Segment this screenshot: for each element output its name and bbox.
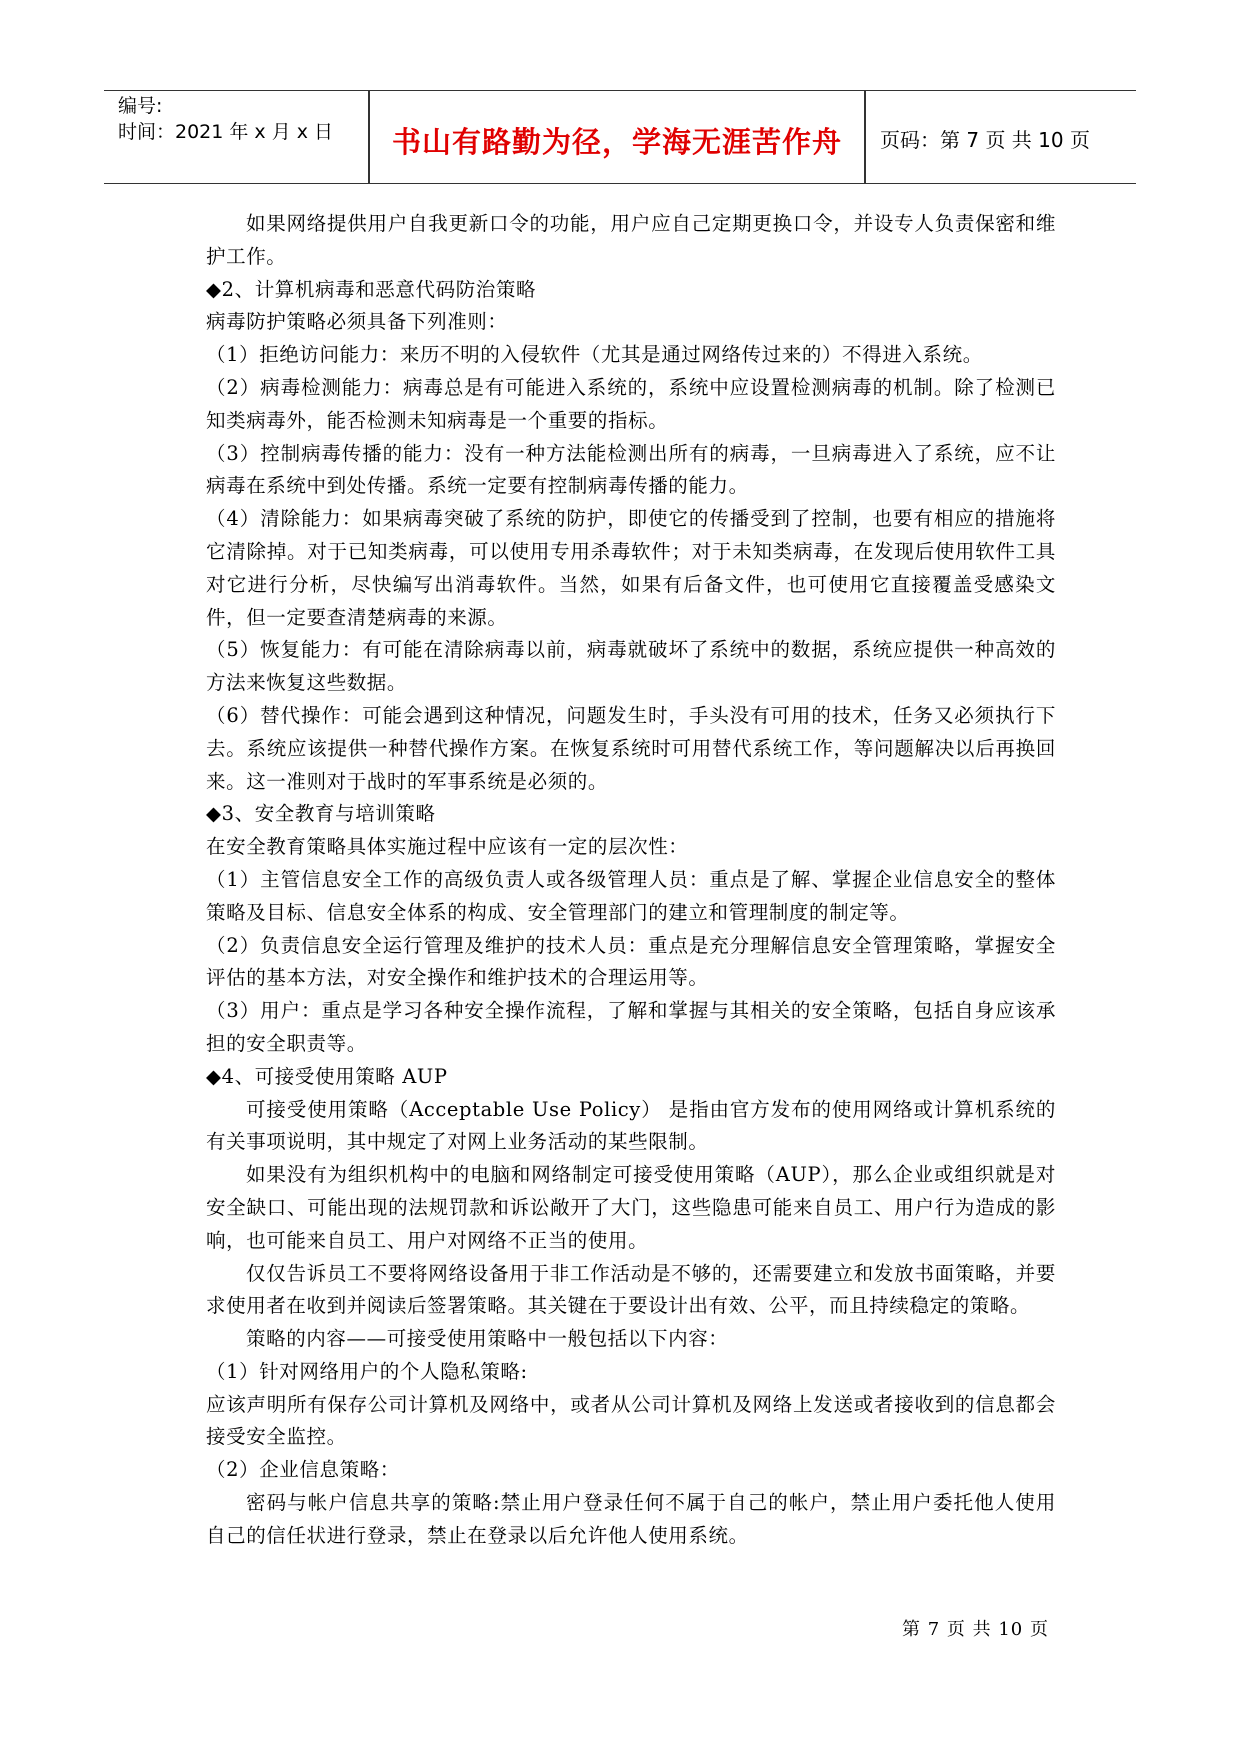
body-paragraph: 如果没有为组织机构中的电脑和网络制定可接受使用策略（AUP），那么企业或组织就是对安全缺口、可能出现的法规罚款和诉讼敞开了大门，这些隐患可能来自员工、用户行为造成的影响，也可能来自员工、用户对网络不正当的使用。: [206, 1163, 1056, 1252]
body-paragraph: （3）控制病毒传播的能力：没有一种方法能检测出所有的病毒，一旦病毒进入了系统，应不让病毒在系统中到处传播。系统一定要有控制病毒传播的能力。: [206, 441, 1056, 498]
header-page-cell: [866, 91, 1136, 183]
header-meta: [118, 91, 368, 183]
body-paragraph: （2）负责信息安全运行管理及维护的技术人员：重点是充分理解信息安全管理策略，掌握安全评估的基本方法，对安全操作和维护技术的合理运用等。: [206, 933, 1056, 990]
number-label: 编号:: [118, 95, 163, 117]
header-page-label: 页码：第 7 页 共 10 页: [880, 128, 1090, 152]
body-paragraph: （1）针对网络用户的个人隐私策略:: [206, 1359, 528, 1383]
body-paragraph: 应该声明所有保存公司计算机及网络中，或者从公司计算机及网络上发送或者接收到的信息都会接受安全监控。: [206, 1392, 1056, 1449]
body-paragraph: ◆4、可接受使用策略 AUP: [206, 1064, 448, 1088]
body-paragraph: 如果网络提供用户自我更新口令的功能，用户应自己定期更换口令，并设专人负责保密和维护工作。: [206, 212, 1056, 268]
page-footer: 第 7 页 共 10 页: [902, 1619, 1049, 1640]
body-paragraph: 策略的内容——可接受使用策略中一般包括以下内容：: [246, 1327, 729, 1351]
body-paragraph: 病毒防护策略必须具备下列准则：: [206, 310, 508, 334]
time-label: 时间：2021 年 x 月 x 日: [118, 121, 334, 143]
body-paragraph: （2）病毒检测能力：病毒总是有可能进入系统的，系统中应设置检测病毒的机制。除了检测已知类病毒外，能否检测未知病毒是一个重要的指标。: [206, 375, 1056, 432]
body-paragraph: 在安全教育策略具体实施过程中应该有一定的层次性：: [206, 835, 689, 859]
body-paragraph: （5）恢复能力：有可能在清除病毒以前，病毒就破坏了系统中的数据，系统应提供一种高效的方法来恢复这些数据。: [206, 638, 1056, 695]
document-body: [206, 208, 1056, 1553]
body-paragraph: （2）企业信息策略：: [206, 1458, 400, 1482]
header-motto-cell: [370, 91, 864, 183]
body-paragraph: （1）拒绝访问能力：来历不明的入侵软件（尤其是通过网络传过来的）不得进入系统。: [206, 343, 983, 367]
body-paragraph: （6）替代操作：可能会遇到这种情况，问题发生时，手头没有可用的技术，任务又必须执行下去。系统应该提供一种替代操作方案。在恢复系统时可用替代系统工作，等问题解决以后再换回来。这一准则对于战时的军事系统是必须的。: [206, 703, 1056, 793]
body-paragraph: （4）清除能力：如果病毒突破了系统的防护，即使它的传播受到了控制，也要有相应的措施将它清除掉。对于已知类病毒，可以使用专用杀毒软件；对于未知类病毒，在发现后使用软件工具对它进行分析，尽快编写出消毒软件。当然，如果有后备文件，也可使用它直接覆盖受感染文件，但一定要查清楚病毒的来源。: [206, 507, 1056, 629]
body-paragraph: ◆3、安全教育与培训策略: [206, 802, 436, 826]
header-motto: 书山有路勤为径，学海无涯苦作舟: [391, 125, 842, 159]
body-paragraph: ◆2、计算机病毒和恶意代码防治策略: [206, 277, 537, 301]
document-header: [104, 90, 1136, 184]
body-paragraph: 仅仅告诉员工不要将网络设备用于非工作活动是不够的，还需要建立和发放书面策略，并要求使用者在收到并阅读后签署策略。其关键在于要设计出有效、公平，而且持续稳定的策略。: [206, 1261, 1056, 1318]
body-paragraph: （1）主管信息安全工作的高级负责人或各级管理人员：重点是了解、掌握企业信息安全的整体策略及目标、信息安全体系的构成、安全管理部门的建立和管理制度的制定等。: [206, 867, 1056, 924]
body-paragraph: （3）用户：重点是学习各种安全操作流程，了解和掌握与其相关的安全策略，包括自身应该承担的安全职责等。: [206, 999, 1056, 1055]
body-paragraph: 可接受使用策略（Acceptable Use Policy） 是指由官方发布的使用网络或计算机系统的有关事项说明，其中规定了对网上业务活动的某些限制。: [206, 1097, 1056, 1154]
body-paragraph: 密码与帐户信息共享的策略:禁止用户登录任何不属于自己的帐户，禁止用户委托他人使用自己的信任状进行登录，禁止在登录以后允许他人使用系统。: [206, 1491, 1056, 1547]
